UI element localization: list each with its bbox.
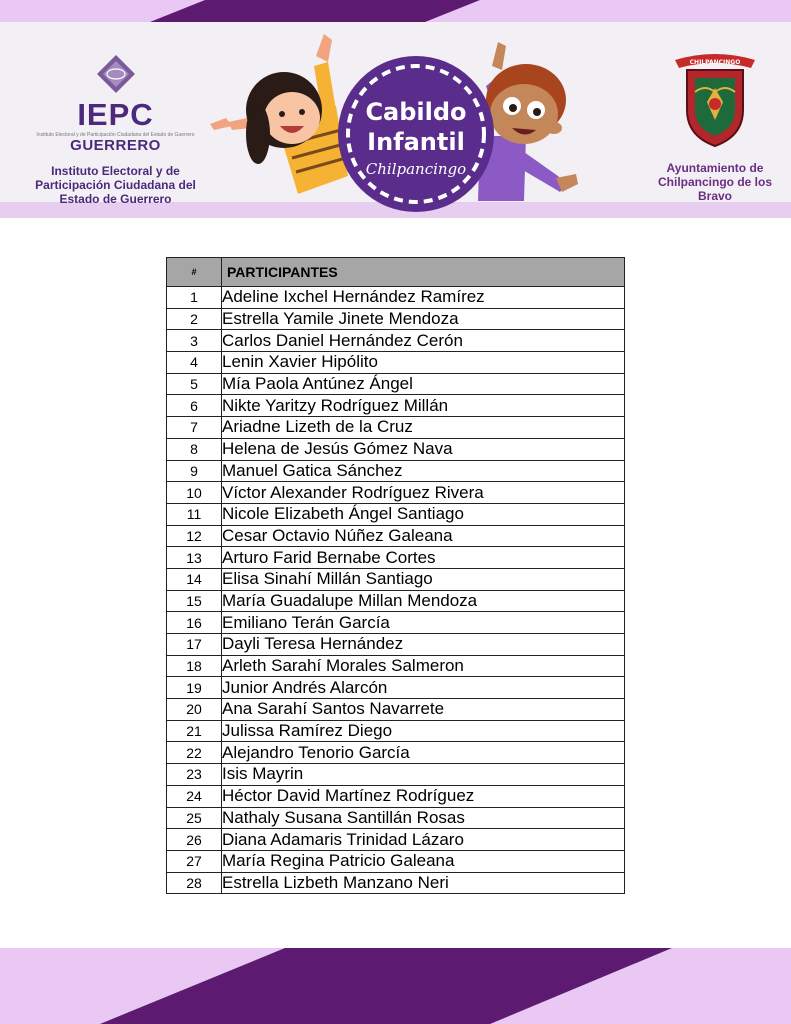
row-number: 16	[167, 612, 222, 634]
row-number: 1	[167, 287, 222, 309]
table-row	[167, 872, 625, 894]
participant-name: Isis Mayrin	[222, 764, 625, 786]
table-row	[167, 764, 625, 786]
row-number: 10	[167, 482, 222, 504]
table-row	[167, 829, 625, 851]
table-row	[167, 352, 625, 374]
row-number: 25	[167, 807, 222, 829]
table-row	[167, 590, 625, 612]
table-row	[167, 503, 625, 525]
table-row	[167, 547, 625, 569]
cabildo-infantil-illustration	[206, 26, 606, 216]
table-row	[167, 850, 625, 872]
girl-illustration	[210, 34, 348, 194]
ayuntamiento-line-1: Ayuntamiento de	[666, 161, 764, 175]
iepc-state: GUERRERO	[70, 137, 161, 154]
table-row	[167, 438, 625, 460]
participant-name: Julissa Ramírez Diego	[222, 720, 625, 742]
ayuntamiento-logo	[640, 48, 790, 208]
participant-name: María Regina Patricio Galeana	[222, 850, 625, 872]
row-number: 20	[167, 699, 222, 721]
table-row	[167, 330, 625, 352]
participant-name: Cesar Octavio Núñez Galeana	[222, 525, 625, 547]
badge-line-2: Infantil	[367, 128, 465, 156]
participant-name: Manuel Gatica Sánchez	[222, 460, 625, 482]
participant-name: Elisa Sinahí Millán Santiago	[222, 568, 625, 590]
table-row	[167, 287, 625, 309]
row-number: 17	[167, 634, 222, 656]
participant-name: Carlos Daniel Hernández Cerón	[222, 330, 625, 352]
participant-name: Ana Sarahí Santos Navarrete	[222, 699, 625, 721]
row-number: 23	[167, 764, 222, 786]
participant-name: Héctor David Martínez Rodríguez	[222, 785, 625, 807]
row-number: 4	[167, 352, 222, 374]
row-number: 6	[167, 395, 222, 417]
participant-name: Helena de Jesús Gómez Nava	[222, 438, 625, 460]
table-header-row	[167, 258, 625, 287]
participant-name: Adeline Ixchel Hernández Ramírez	[222, 287, 625, 309]
top-decorative-band	[0, 0, 791, 22]
iepc-diamond-icon	[96, 54, 136, 94]
row-number: 22	[167, 742, 222, 764]
participant-name: Nicole Elizabeth Ángel Santiago	[222, 503, 625, 525]
participant-name: Diana Adamaris Trinidad Lázaro	[222, 829, 625, 851]
participant-name: Mía Paola Antúnez Ángel	[222, 373, 625, 395]
badge-line-1: Cabildo	[365, 98, 467, 126]
row-number: 19	[167, 677, 222, 699]
participant-name: Lenin Xavier Hipólito	[222, 352, 625, 374]
iepc-acronym: IEPC	[77, 97, 154, 132]
table-row	[167, 677, 625, 699]
participant-name: Arleth Sarahí Morales Salmeron	[222, 655, 625, 677]
participant-name: María Guadalupe Millan Mendoza	[222, 590, 625, 612]
table-row	[167, 807, 625, 829]
table-row	[167, 720, 625, 742]
ayuntamiento-line-2: Chilpancingo de los Bravo	[657, 175, 772, 203]
boy-illustration	[478, 42, 578, 201]
header-banner	[0, 22, 791, 218]
row-number: 27	[167, 850, 222, 872]
bottom-decorative-band	[0, 948, 791, 1024]
row-number: 7	[167, 417, 222, 439]
participant-name: Arturo Farid Bernabe Cortes	[222, 547, 625, 569]
column-header-number: #	[167, 258, 222, 287]
participant-name: Alejandro Tenorio García	[222, 742, 625, 764]
row-number: 12	[167, 525, 222, 547]
row-number: 28	[167, 872, 222, 894]
table-row	[167, 742, 625, 764]
table-row	[167, 785, 625, 807]
badge-line-3: Chilpancingo	[365, 160, 467, 178]
crest-banner-text: CHILPANCINGO	[689, 59, 741, 66]
participant-name: Estrella Lizbeth Manzano Neri	[222, 872, 625, 894]
row-number: 8	[167, 438, 222, 460]
participant-name: Junior Andrés Alarcón	[222, 677, 625, 699]
table-row	[167, 395, 625, 417]
row-number: 26	[167, 829, 222, 851]
table-row	[167, 482, 625, 504]
table-row	[167, 612, 625, 634]
row-number: 21	[167, 720, 222, 742]
row-number: 14	[167, 568, 222, 590]
table-row	[167, 525, 625, 547]
row-number: 2	[167, 308, 222, 330]
row-number: 15	[167, 590, 222, 612]
row-number: 5	[167, 373, 222, 395]
participant-name: Emiliano Terán García	[222, 612, 625, 634]
iepc-tagline: Instituto Electoral y de Participación Ciudadana del Estado de Guerrero	[36, 132, 195, 138]
table-row	[167, 699, 625, 721]
table-row	[167, 373, 625, 395]
table-row	[167, 655, 625, 677]
chilpancingo-crest-icon	[665, 48, 765, 148]
participant-name: Víctor Alexander Rodríguez Rivera	[222, 482, 625, 504]
cabildo-badge	[338, 56, 494, 212]
row-number: 24	[167, 785, 222, 807]
participant-name: Dayli Teresa Hernández	[222, 634, 625, 656]
table-row	[167, 634, 625, 656]
participant-name: Estrella Yamile Jinete Mendoza	[222, 308, 625, 330]
table-row	[167, 460, 625, 482]
table-row	[167, 417, 625, 439]
row-number: 13	[167, 547, 222, 569]
column-header-participants: PARTICIPANTES	[222, 258, 625, 287]
participants-table	[166, 257, 625, 894]
table-row	[167, 568, 625, 590]
participant-name: Ariadne Lizeth de la Cruz	[222, 417, 625, 439]
row-number: 3	[167, 330, 222, 352]
participant-name: Nathaly Susana Santillán Rosas	[222, 807, 625, 829]
iepc-institution-name: Instituto Electoral y de Participación Ciudadana del Estado de Guerrero	[35, 164, 196, 206]
row-number: 9	[167, 460, 222, 482]
row-number: 11	[167, 503, 222, 525]
participant-name: Nikte Yaritzy Rodríguez Millán	[222, 395, 625, 417]
row-number: 18	[167, 655, 222, 677]
table-row	[167, 308, 625, 330]
iepc-logo	[18, 48, 213, 208]
